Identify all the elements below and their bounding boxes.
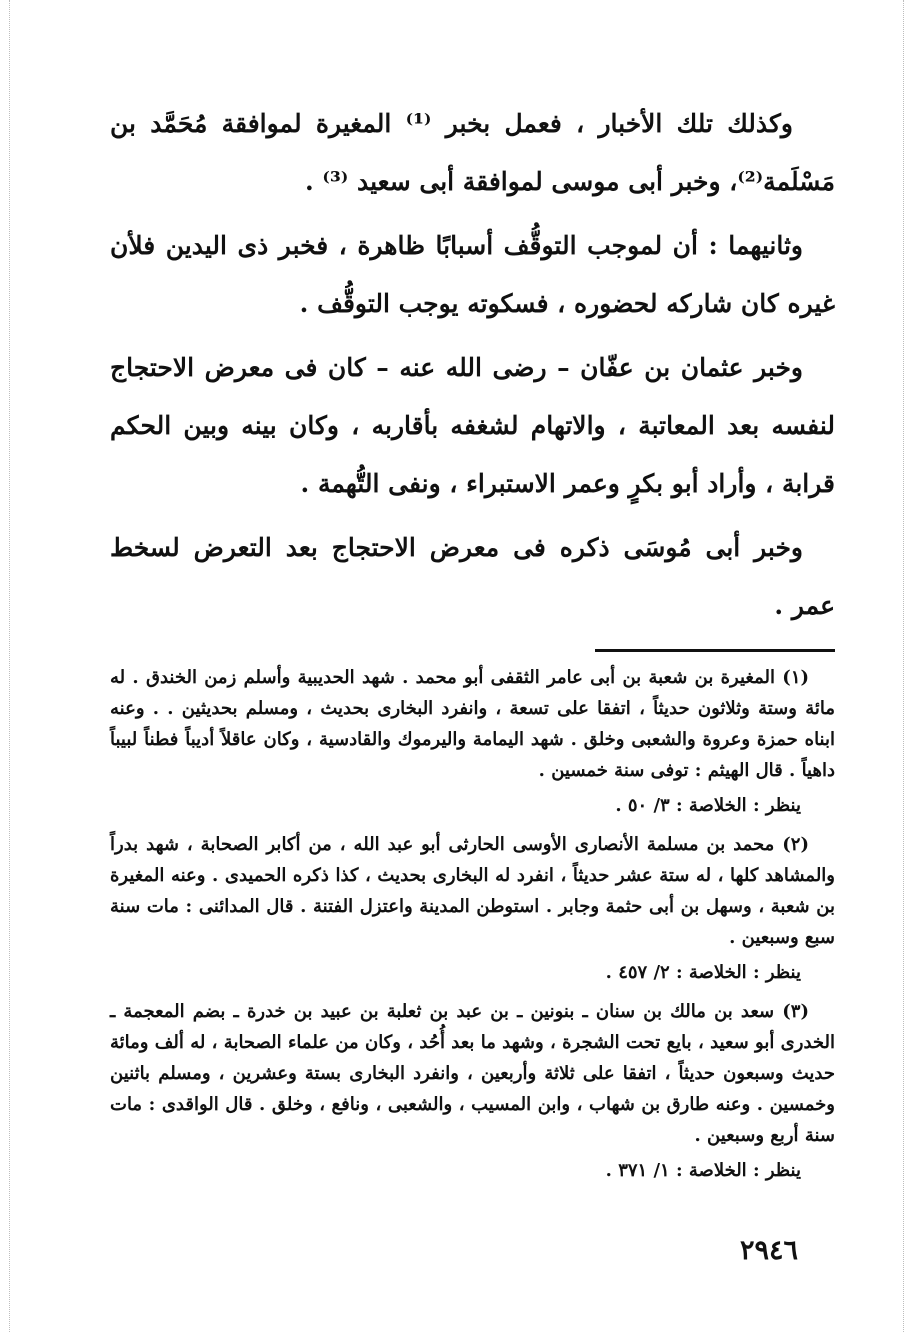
- paragraph-2-lead: وثانيهما: [728, 231, 803, 260]
- scan-edge-right: [903, 0, 904, 1332]
- paragraph-1: وكذلك تلك الأخبار ، فعمل بخبر ⁽¹⁾ المغيرة لموافقة مُحَمَّد بن مَسْلَمة⁽²⁾، وخبر أبى موسى لموافقة أبى سعيد ⁽³⁾ .: [110, 109, 835, 196]
- footnote-2-reference: ينظر : الخلاصة : ٢/ ٤٥٧ .: [605, 962, 801, 983]
- footnote-3-reference: ينظر : الخلاصة : ١/ ٣٧١ .: [605, 1160, 801, 1181]
- document-page: [110, 95, 835, 1194]
- paragraph-3: وخبر عثمان بن عفّان – رضى الله عنه – كان فى معرض الاحتجاج لنفسه بعد المعاتبة ، والاتهام لشغفه بأقاربه ، وكان بينه وبين الحكم قرابة ، وأراد أبو بكرٍ وعمر الاستبراء ، ونفى التُّهمة .: [110, 353, 835, 498]
- page-number: ٢٩٤٦: [740, 1235, 799, 1266]
- footnote-separator: [595, 649, 835, 652]
- paragraph-4: وخبر أبى مُوسَى ذكره فى معرض الاحتجاج بعد التعرض لسخط عمر .: [110, 533, 835, 620]
- paragraph-2: [110, 217, 835, 333]
- footnote-1-reference: ينظر : الخلاصة : ٣/ ٥٠ .: [615, 795, 801, 816]
- footnote-3: (٣) سعد بن مالك بن سنان ـ بنونين ـ بن عبد بن ثعلبة بن عبيد بن خدرة ـ بضم المعجمة ـ الخدرى أبو سعيد ، بايع تحت الشجرة ، وشهد ما بعد أُحُد ، وكان من علماء الصحابة ، له ألف ومائة حديث وسبعون حديثاً ، اتفقا على ثلاثة وأربعين ، وانفرد البخارى بستة وعشرين ، ومسلم باثنين وخمسين . وعنه طارق بن شهاب ، وابن المسيب ، والشعبى ، ونافع ، وخلق . قال الواقدى : مات سنة أربع وسبعين .: [110, 1001, 835, 1146]
- footnote-1: (١) المغيرة بن شعبة بن أبى عامر الثقفى أبو محمد . شهد الحديبية وأسلم زمن الخندق . له مائة وستة وثلاثون حديثاً ، اتفقا على تسعة ، وانفرد البخارى بحديث ، ومسلم بحديثين . . وعنه ابناه حمزة وعروة والشعبى وخلق . شهد اليمامة واليرموك والقادسية ، وكان عاقلاً أديباً فطناً لبيباً داهياً . قال الهيثم : توفى سنة خمسين .: [110, 667, 835, 781]
- paragraph-2-body: : أن لموجب التوقُّف أسبابًا ظاهرة ، فخبر ذى اليدين فلأن غيره كان شاركه لحضوره ، فسكوته يوجب التوقُّف .: [110, 231, 835, 318]
- footnote-2: (٢) محمد بن مسلمة الأنصارى الأوسى الحارثى أبو عبد الله ، من أكابر الصحابة ، شهد بدراً والمشاهد كلها ، له ستة عشر حديثاً ، انفرد له البخارى بحديث ، كذا ذكره الحميدى . وعنه المغيرة بن شعبة ، وسهل بن أبى حثمة وجابر . استوطن المدينة واعتزل الفتنة . قال المدائنى : مات سنة سبع وسبعين .: [110, 834, 835, 948]
- scan-edge-left: [9, 0, 10, 1332]
- footnotes: [110, 662, 835, 1186]
- main-text: [110, 95, 835, 635]
